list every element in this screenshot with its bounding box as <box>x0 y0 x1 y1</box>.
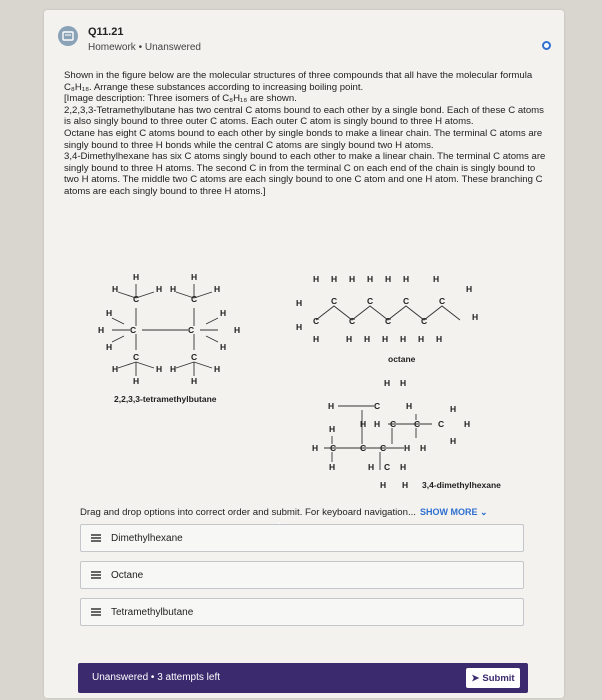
atom-label: H <box>368 462 375 472</box>
atom-label: H <box>367 274 374 284</box>
answer-footer <box>78 663 528 693</box>
atom-label: H <box>404 443 411 453</box>
dimethyl-description: 3,4-Dimethylhexane has six C atoms singly bound to each other to make a linear chain. The terminal C atoms are singly bound to three H atoms. The second C in from the terminal C on each end of the chain is singly bound to two H atoms. The middle two C atoms are each singly bound to one C atom and one H atom. These branching C atoms are each singly bound to three H atoms.] <box>64 151 546 197</box>
atom-label: H <box>420 443 427 453</box>
atom-label: C <box>313 316 320 326</box>
option-dimethylhexane[interactable] <box>80 524 524 552</box>
atom-label: H <box>112 284 119 294</box>
atom-label: C <box>385 316 392 326</box>
option-tetramethylbutane[interactable] <box>80 598 524 626</box>
atom-label: C <box>349 316 356 326</box>
question-type-icon <box>58 26 78 46</box>
instructions-text: Drag and drop options into correct order and submit. For keyboard navigation... <box>80 507 416 518</box>
atom-label: H <box>433 274 440 284</box>
atom-label: C <box>380 443 387 453</box>
octane-description: Octane has eight C atoms bound to each other by single bonds to make a linear chain. The terminal C atoms are singly bound to three H bonds while the central C atoms are singly bound two H atoms. <box>64 127 543 151</box>
atom-label: H <box>385 274 392 284</box>
atom-label: H <box>214 284 221 294</box>
atom-label: H <box>191 376 198 386</box>
atom-label: H <box>374 419 381 429</box>
atom-label: H <box>346 334 353 344</box>
option-octane[interactable] <box>80 561 524 589</box>
question-intro: Shown in the figure below are the molecular structures of three compounds that all have the molecular formula C₈H₁₈. Arrange these substances according to increasing boiling point. <box>64 70 533 93</box>
drag-handle-icon[interactable] <box>91 608 101 616</box>
dimethylhexane-label: 3,4-dimethylhexane <box>422 480 501 490</box>
drag-handle-icon[interactable] <box>91 571 101 579</box>
atom-label: C <box>421 316 428 326</box>
option-label: Dimethylhexane <box>111 533 183 544</box>
question-text <box>64 70 552 198</box>
atom-label: H <box>329 462 336 472</box>
atom-label: C <box>191 294 198 304</box>
atom-label: H <box>400 378 407 388</box>
atom-label: H <box>360 419 367 429</box>
submit-button[interactable] <box>466 668 520 688</box>
atom-label: H <box>380 480 387 490</box>
atom-label: H <box>191 272 198 282</box>
atom-label: H <box>214 364 221 374</box>
atom-label: H <box>402 480 409 490</box>
atom-label: H <box>464 419 471 429</box>
atom-label: H <box>106 342 113 352</box>
atom-label: H <box>106 308 113 318</box>
atom-label: C <box>384 462 391 472</box>
molecule-figure <box>84 258 524 502</box>
atom-label: H <box>466 284 473 294</box>
atom-label: C <box>439 296 446 306</box>
atom-label: H <box>331 274 338 284</box>
atom-label: H <box>313 334 320 344</box>
atom-label: C <box>414 419 421 429</box>
atom-label: H <box>400 462 407 472</box>
atom-label: H <box>296 322 303 332</box>
atom-label: H <box>329 424 336 434</box>
atom-label: H <box>133 376 140 386</box>
atom-label: C <box>438 419 445 429</box>
octane-label: octane <box>388 354 416 364</box>
atom-label: H <box>220 342 227 352</box>
atom-label: C <box>390 419 397 429</box>
atom-label: C <box>188 325 195 335</box>
atom-label: C <box>360 443 367 453</box>
atom-label: H <box>450 436 457 446</box>
atom-label: C <box>330 443 337 453</box>
atom-label: H <box>436 334 443 344</box>
atom-label: H <box>313 274 320 284</box>
atom-label: C <box>130 325 137 335</box>
atom-label: C <box>133 352 140 362</box>
atom-label: H <box>234 325 241 335</box>
atom-label: H <box>156 364 163 374</box>
atom-label: C <box>403 296 410 306</box>
atom-label: C <box>133 294 140 304</box>
question-card <box>44 10 564 698</box>
atom-label: H <box>112 364 119 374</box>
dimethylhexane-structure <box>312 378 501 490</box>
atom-label: H <box>384 378 391 388</box>
atom-label: H <box>220 308 227 318</box>
question-title: Q11.21 <box>88 26 124 38</box>
atom-label: C <box>374 401 381 411</box>
image-description: [Image description: Three isomers of C₈H₁₈ are shown. <box>64 93 297 105</box>
drag-handle-icon[interactable] <box>91 534 101 542</box>
status-indicator-icon <box>542 41 551 50</box>
option-label: Octane <box>111 570 144 581</box>
atom-label: H <box>418 334 425 344</box>
atom-label: H <box>406 401 413 411</box>
atom-label: H <box>170 364 177 374</box>
atom-label: H <box>400 334 407 344</box>
question-header <box>58 20 558 60</box>
tetramethyl-description: 2,2,3,3-Tetramethylbutane has two central C atoms bound to each other by a single bond. Each of these C atoms is also singly bound to three outer C atoms. Each outer C atom is singly bound to three H atoms. <box>64 104 544 128</box>
attempts-status: Unanswered • 3 attempts left <box>92 672 221 683</box>
atom-label: H <box>156 284 163 294</box>
option-label: Tetramethylbutane <box>111 607 194 618</box>
show-more-link[interactable]: SHOW MORE ⌄ <box>419 507 488 517</box>
atom-label: H <box>312 443 319 453</box>
atom-label: C <box>331 296 338 306</box>
atom-label: H <box>296 298 303 308</box>
question-status: Homework • Unanswered <box>88 42 201 53</box>
atom-label: H <box>450 404 457 414</box>
tetramethylbutane-structure <box>98 272 240 404</box>
atom-label: H <box>403 274 410 284</box>
atom-label: H <box>133 272 140 282</box>
octane-structure <box>296 274 478 364</box>
send-icon: ➤ <box>471 672 480 684</box>
atom-label: H <box>328 401 335 411</box>
submit-label: Submit <box>482 672 515 684</box>
molecule-structures <box>84 258 524 502</box>
atom-label: H <box>364 334 371 344</box>
atom-label: H <box>382 334 389 344</box>
atom-label: H <box>170 284 177 294</box>
tetramethylbutane-label: 2,2,3,3-tetramethylbutane <box>114 394 217 404</box>
atom-label: C <box>191 352 198 362</box>
atom-label: C <box>367 296 374 306</box>
atom-label: H <box>98 325 105 335</box>
atom-label: H <box>349 274 356 284</box>
drag-instructions <box>80 507 488 518</box>
atom-label: H <box>472 312 479 322</box>
